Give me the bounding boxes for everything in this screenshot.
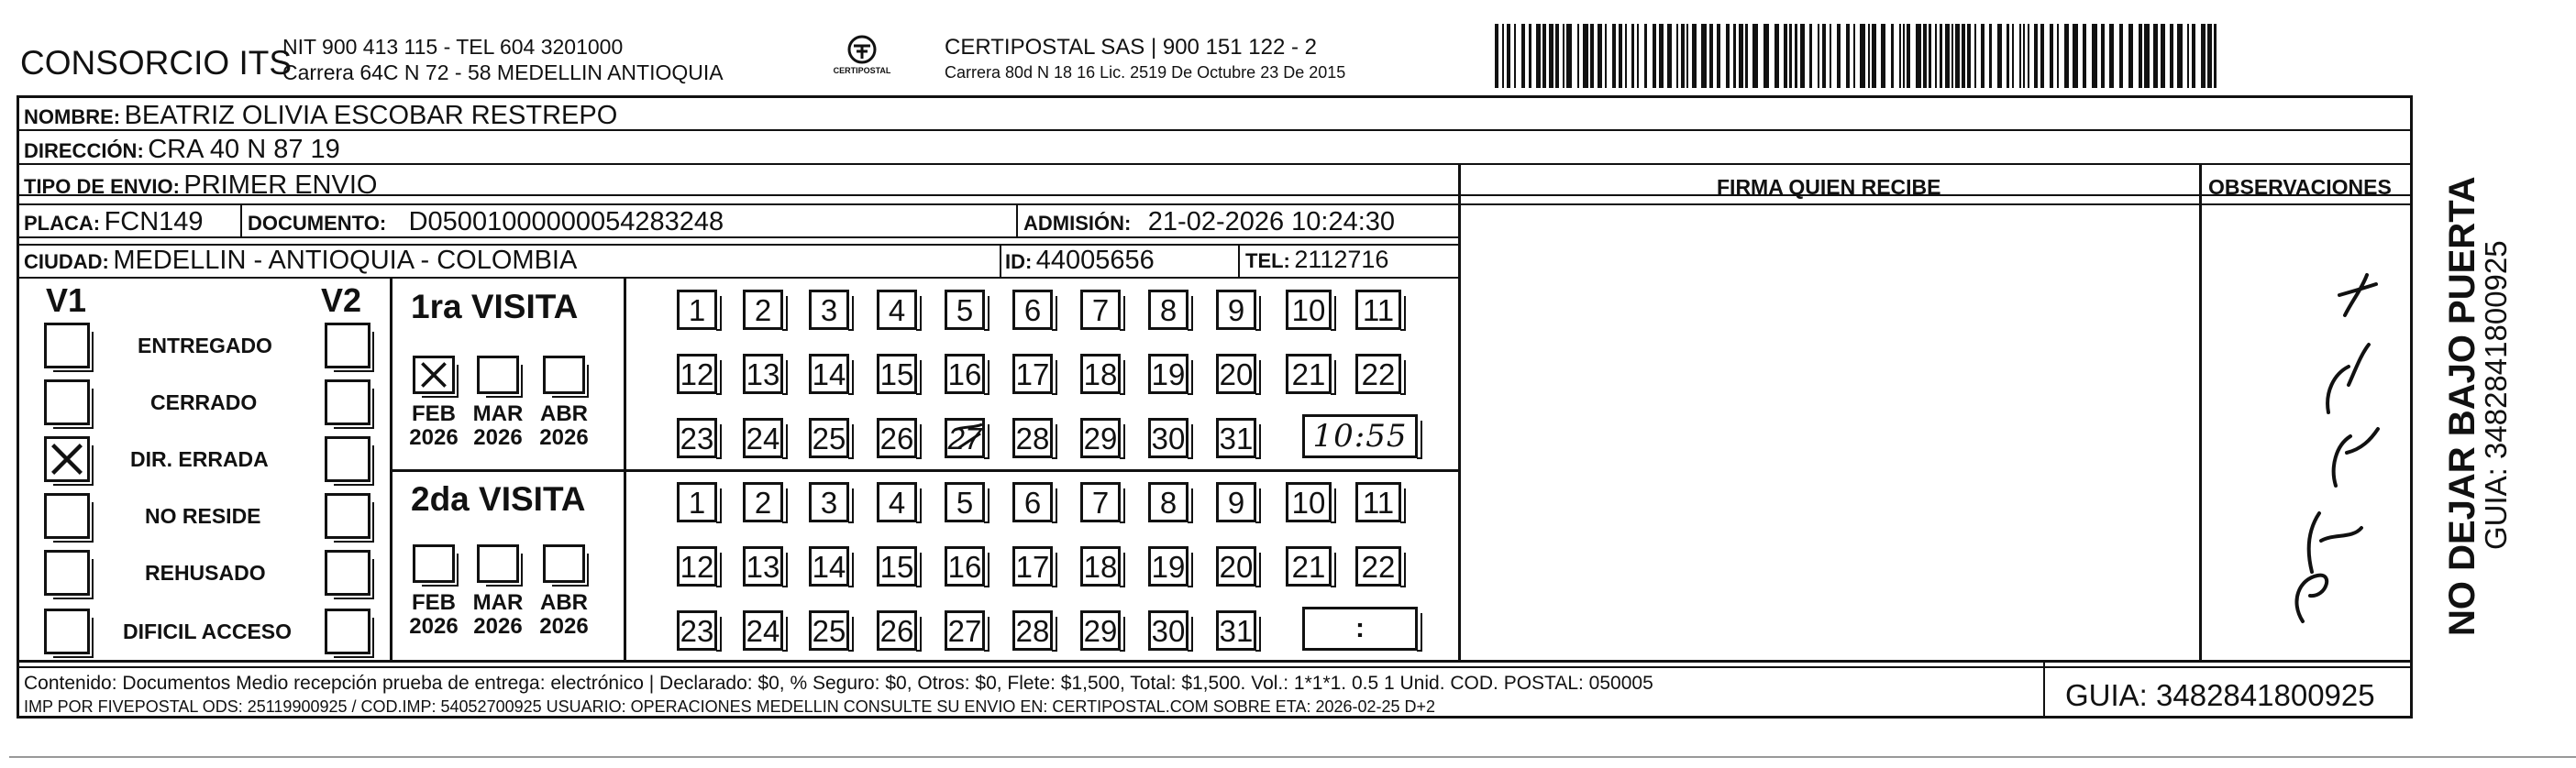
v1-checkbox-4[interactable]	[44, 493, 90, 539]
first-visit-day-7[interactable]	[1080, 290, 1121, 330]
first-visit-day-10[interactable]	[1286, 290, 1332, 330]
nombre-label: NOMBRE:	[24, 105, 121, 128]
barcode	[1495, 24, 2224, 88]
firma-label: FIRMA QUIEN RECIBE	[1717, 175, 1941, 199]
month-label: MAR	[472, 401, 524, 426]
first-visit-month-feb[interactable]	[413, 356, 455, 394]
id-label: ID:	[1005, 250, 1033, 273]
day-number: 22	[1361, 357, 1396, 391]
second-visit-month-feb[interactable]	[413, 544, 455, 583]
day-number: 17	[1015, 357, 1050, 391]
first-visit-day-15[interactable]	[877, 354, 917, 394]
second-visit-day-14[interactable]	[809, 546, 849, 587]
second-visit-month-mar[interactable]	[477, 544, 519, 583]
v1-checkbox-2[interactable]	[44, 379, 90, 425]
day-number: 1	[688, 485, 706, 520]
second-visit-day-20[interactable]	[1216, 546, 1256, 587]
direccion-value: CRA 40 N 87 19	[148, 135, 340, 164]
year-label: 2026	[409, 425, 459, 450]
second-visit-day-22[interactable]	[1355, 546, 1401, 587]
logo-mark-icon	[824, 33, 901, 81]
second-visit-day-25[interactable]	[809, 610, 849, 651]
day-number: 16	[947, 549, 982, 584]
day-number: 31	[1219, 421, 1254, 455]
first-visit-day-14[interactable]	[809, 354, 849, 394]
second-visit-day-18[interactable]	[1080, 546, 1121, 587]
option-label: DIR. ERRADA	[130, 447, 269, 471]
second-visit-day-27[interactable]	[945, 610, 985, 651]
day-number: 29	[1083, 421, 1118, 455]
ciudad-value: MEDELLIN - ANTIOQUIA - COLOMBIA	[113, 246, 578, 275]
day-number: 8	[1159, 485, 1177, 520]
tel-value: 2112716	[1294, 246, 1389, 273]
placa-label: PLACA:	[24, 212, 101, 235]
first-visit-time-value: 10:55	[1312, 418, 1408, 455]
tipo-field	[24, 172, 377, 199]
v2-checkbox-1[interactable]	[325, 323, 370, 368]
first-visit-day-22[interactable]	[1355, 354, 1401, 394]
tipo-value: PRIMER ENVIO	[183, 170, 378, 200]
tipo-label: TIPO DE ENVIO:	[24, 175, 180, 198]
v1-checkbox-3[interactable]	[44, 436, 90, 482]
v1-checkbox-6[interactable]	[44, 609, 90, 654]
v2-checkbox-5[interactable]	[325, 550, 370, 596]
tel-label: TEL:	[1245, 249, 1290, 272]
day-number: 10	[1291, 292, 1326, 327]
day-number: 5	[956, 485, 974, 520]
day-number: 28	[1015, 421, 1050, 455]
v2-label: V2	[321, 281, 362, 319]
svg-text:CERTIPOSTAL: CERTIPOSTAL	[833, 66, 891, 75]
first-visit-title: 1ra VISITA	[411, 288, 579, 325]
second-visit-day-21[interactable]	[1286, 546, 1332, 587]
month-label: FEB	[412, 401, 456, 426]
year-label: 2026	[409, 614, 459, 639]
admision-label: ADMISIÓN:	[1023, 212, 1132, 235]
day-number: 27	[947, 421, 982, 455]
day-number: 26	[879, 421, 914, 455]
day-number: 6	[1023, 292, 1042, 327]
day-number: 17	[1015, 549, 1050, 584]
day-number: 2	[754, 292, 772, 327]
day-number: 4	[888, 292, 906, 327]
first-visit-day-30[interactable]	[1148, 418, 1188, 458]
first-visit-day-16[interactable]	[945, 354, 985, 394]
day-number: 30	[1151, 613, 1186, 648]
first-visit-day-31[interactable]	[1216, 418, 1256, 458]
first-visit-day-21[interactable]	[1286, 354, 1332, 394]
day-number: 13	[746, 357, 780, 391]
day-number: 11	[1362, 485, 1395, 520]
side-guia: GUIA: 3482841800925	[2479, 240, 2513, 550]
day-number: 25	[812, 613, 846, 648]
id-field	[1005, 247, 1155, 274]
first-visit-month-abr[interactable]	[543, 356, 585, 394]
direccion-field	[24, 137, 340, 163]
first-visit-day-20[interactable]	[1216, 354, 1256, 394]
admision-field	[1023, 209, 1395, 236]
first-visit-day-8[interactable]	[1148, 290, 1188, 330]
first-visit-month-mar[interactable]	[477, 356, 519, 394]
day-number: 15	[879, 549, 914, 584]
day-number: 2	[754, 485, 772, 520]
second-visit-title: 2da VISITA	[411, 480, 586, 518]
day-number: 24	[746, 421, 780, 455]
placa-value: FCN149	[104, 207, 204, 236]
second-visit-day-30[interactable]	[1148, 610, 1188, 651]
second-visit-time[interactable]	[1302, 607, 1418, 651]
v1-checkbox-5[interactable]	[44, 550, 90, 596]
nombre-value: BEATRIZ OLIVIA ESCOBAR RESTREPO	[124, 101, 618, 130]
carrier-address: Carrera 80d N 18 16 Lic. 2519 De Octubre 23 De 2015	[945, 63, 1346, 82]
day-number: 21	[1291, 549, 1326, 584]
footer-imp: IMP POR FIVEPOSTAL ODS: 25119900925 / COD.IMP: 54052700925 USUARIO: OPERACIONES MEDELLIN CONSULTE SU ENVIO EN: CERTIPOSTAL.COM SOBRE ETA: 2026-02-25 D+2	[24, 697, 1436, 716]
nombre-field	[24, 103, 617, 129]
second-visit-month-abr[interactable]	[543, 544, 585, 583]
day-number: 27	[947, 613, 982, 648]
v1-label: V1	[46, 281, 87, 319]
company-nit: NIT 900 413 115 - TEL 604 3201000	[282, 35, 624, 59]
first-visit-day-26[interactable]	[877, 418, 917, 458]
second-visit-day-26[interactable]	[877, 610, 917, 651]
second-visit-day-15[interactable]	[877, 546, 917, 587]
day-number: 6	[1023, 485, 1042, 520]
option-label: REHUSADO	[145, 561, 266, 585]
second-visit-day-4[interactable]	[877, 482, 917, 522]
admision-value: 21-02-2026 10:24:30	[1147, 207, 1396, 236]
day-number: 8	[1159, 292, 1177, 327]
option-label: NO RESIDE	[145, 504, 261, 528]
day-number: 18	[1083, 549, 1118, 584]
tel-field	[1245, 247, 1388, 272]
second-visit-day-12[interactable]	[677, 546, 717, 587]
year-label: 2026	[539, 425, 589, 450]
first-visit-day-9[interactable]	[1216, 290, 1256, 330]
v2-checkbox-6[interactable]	[325, 609, 370, 654]
day-number: 20	[1219, 549, 1254, 584]
check-mark-icon	[47, 439, 87, 479]
day-number: 18	[1083, 357, 1118, 391]
option-label: ENTREGADO	[138, 334, 272, 357]
day-number: 9	[1227, 292, 1245, 327]
documento-label: DOCUMENTO:	[248, 212, 387, 235]
company-name: CONSORCIO ITS	[20, 44, 293, 82]
day-number: 28	[1015, 613, 1050, 648]
option-label: DIFICIL ACCESO	[123, 620, 293, 643]
second-visit-day-5[interactable]	[945, 482, 985, 522]
month-label: ABR	[540, 590, 588, 615]
side-instruction: NO DEJAR BAJO PUERTA	[2442, 176, 2482, 636]
first-visit-day-17[interactable]	[1012, 354, 1053, 394]
handwritten-observation	[2215, 238, 2407, 660]
day-number: 19	[1151, 549, 1186, 584]
second-visit-day-19[interactable]	[1148, 546, 1188, 587]
certipostal-logo	[824, 33, 901, 81]
day-number: 15	[879, 357, 914, 391]
day-number: 12	[680, 549, 714, 584]
second-visit-day-7[interactable]	[1080, 482, 1121, 522]
second-visit-day-13[interactable]	[743, 546, 783, 587]
day-number: 3	[820, 485, 838, 520]
month-label: MAR	[472, 590, 524, 615]
second-visit-day-6[interactable]	[1012, 482, 1053, 522]
first-visit-day-24[interactable]	[743, 418, 783, 458]
day-number: 19	[1151, 357, 1186, 391]
day-number: 9	[1227, 485, 1245, 520]
documento-value: D05001000000054283248	[408, 207, 724, 236]
ciudad-field	[24, 247, 577, 274]
second-visit-day-16[interactable]	[945, 546, 985, 587]
direccion-label: DIRECCIÓN:	[24, 139, 144, 162]
second-visit-day-11[interactable]	[1355, 482, 1401, 522]
month-label: ABR	[540, 401, 588, 426]
first-visit-day-29[interactable]	[1080, 418, 1121, 458]
day-number: 23	[680, 613, 714, 648]
second-visit-day-10[interactable]	[1286, 482, 1332, 522]
month-label: FEB	[412, 590, 456, 615]
first-visit-day-19[interactable]	[1148, 354, 1188, 394]
first-visit-day-23[interactable]	[677, 418, 717, 458]
day-strike-mark	[947, 421, 988, 461]
day-number: 20	[1219, 357, 1254, 391]
footer-guia: GUIA: 3482841800925	[2065, 678, 2375, 712]
second-visit-day-29[interactable]	[1080, 610, 1121, 651]
day-number: 23	[680, 421, 714, 455]
ciudad-label: CIUDAD:	[24, 250, 109, 273]
v1-checkbox-1[interactable]	[44, 323, 90, 368]
second-visit-day-9[interactable]	[1216, 482, 1256, 522]
company-address: Carrera 64C N 72 - 58 MEDELLIN ANTIOQUIA	[282, 60, 724, 84]
first-visit-day-28[interactable]	[1012, 418, 1053, 458]
first-visit-day-6[interactable]	[1012, 290, 1053, 330]
check-mark-icon	[415, 358, 452, 391]
day-number: 25	[812, 421, 846, 455]
second-visit-day-1[interactable]	[677, 482, 717, 522]
first-visit-day-1[interactable]	[677, 290, 717, 330]
second-visit-day-8[interactable]	[1148, 482, 1188, 522]
first-visit-time[interactable]	[1302, 414, 1418, 458]
day-number: 10	[1291, 485, 1326, 520]
day-number: 4	[888, 485, 906, 520]
day-number: 30	[1151, 421, 1186, 455]
day-number: 5	[956, 292, 974, 327]
first-visit-day-5[interactable]	[945, 290, 985, 330]
second-visit-day-28[interactable]	[1012, 610, 1053, 651]
id-value: 44005656	[1035, 246, 1155, 275]
first-visit-day-2[interactable]	[743, 290, 783, 330]
year-label: 2026	[473, 614, 523, 639]
year-label: 2026	[539, 614, 589, 639]
v2-checkbox-2[interactable]	[325, 379, 370, 425]
handwriting-scribble	[2215, 238, 2407, 660]
option-label: CERRADO	[150, 390, 258, 414]
day-number: 16	[947, 357, 982, 391]
day-number: 3	[820, 292, 838, 327]
day-number: 21	[1291, 357, 1326, 391]
first-visit-day-3[interactable]	[809, 290, 849, 330]
observaciones-label: OBSERVACIONES	[2208, 175, 2392, 199]
first-visit-day-12[interactable]	[677, 354, 717, 394]
day-number: 7	[1091, 485, 1110, 520]
year-label: 2026	[473, 425, 523, 450]
first-visit-day-25[interactable]	[809, 418, 849, 458]
second-visit-day-31[interactable]	[1216, 610, 1256, 651]
second-visit-day-24[interactable]	[743, 610, 783, 651]
day-number: 14	[812, 549, 846, 584]
footer-contents: Contenido: Documentos Medio recepción prueba de entrega: electrónico | Declarado: $0, % Seguro: $0, Otros: $0, Flete: $1,500, Total: $1,500. Vol.: 1*1*1. 0.5 1 Unid. COD. POSTAL: 050005	[24, 673, 1653, 694]
day-number: 14	[812, 357, 846, 391]
second-visit-day-3[interactable]	[809, 482, 849, 522]
carrier-name: CERTIPOSTAL SAS | 900 151 122 - 2	[945, 35, 1317, 60]
first-visit-day-4[interactable]	[877, 290, 917, 330]
day-number: 29	[1083, 613, 1118, 648]
day-number: 22	[1361, 549, 1396, 584]
second-visit-time-value: :	[1355, 613, 1365, 643]
day-number: 12	[680, 357, 714, 391]
day-number: 1	[688, 292, 706, 327]
first-visit-day-11[interactable]	[1355, 290, 1401, 330]
day-number: 7	[1091, 292, 1110, 327]
second-visit-day-17[interactable]	[1012, 546, 1053, 587]
first-visit-day-18[interactable]	[1080, 354, 1121, 394]
first-visit-day-27[interactable]	[945, 418, 985, 458]
v2-checkbox-3[interactable]	[325, 436, 370, 482]
documento-field	[248, 209, 724, 236]
day-number: 24	[746, 613, 780, 648]
second-visit-day-23[interactable]	[677, 610, 717, 651]
second-visit-day-2[interactable]	[743, 482, 783, 522]
observation-note-text	[2215, 238, 2218, 239]
day-number: 11	[1362, 292, 1395, 327]
placa-field	[24, 209, 204, 236]
barcode-graphic	[1495, 24, 2224, 88]
v2-checkbox-4[interactable]	[325, 493, 370, 539]
day-number: 31	[1219, 613, 1254, 648]
day-number: 13	[746, 549, 780, 584]
first-visit-day-13[interactable]	[743, 354, 783, 394]
day-number: 26	[879, 613, 914, 648]
